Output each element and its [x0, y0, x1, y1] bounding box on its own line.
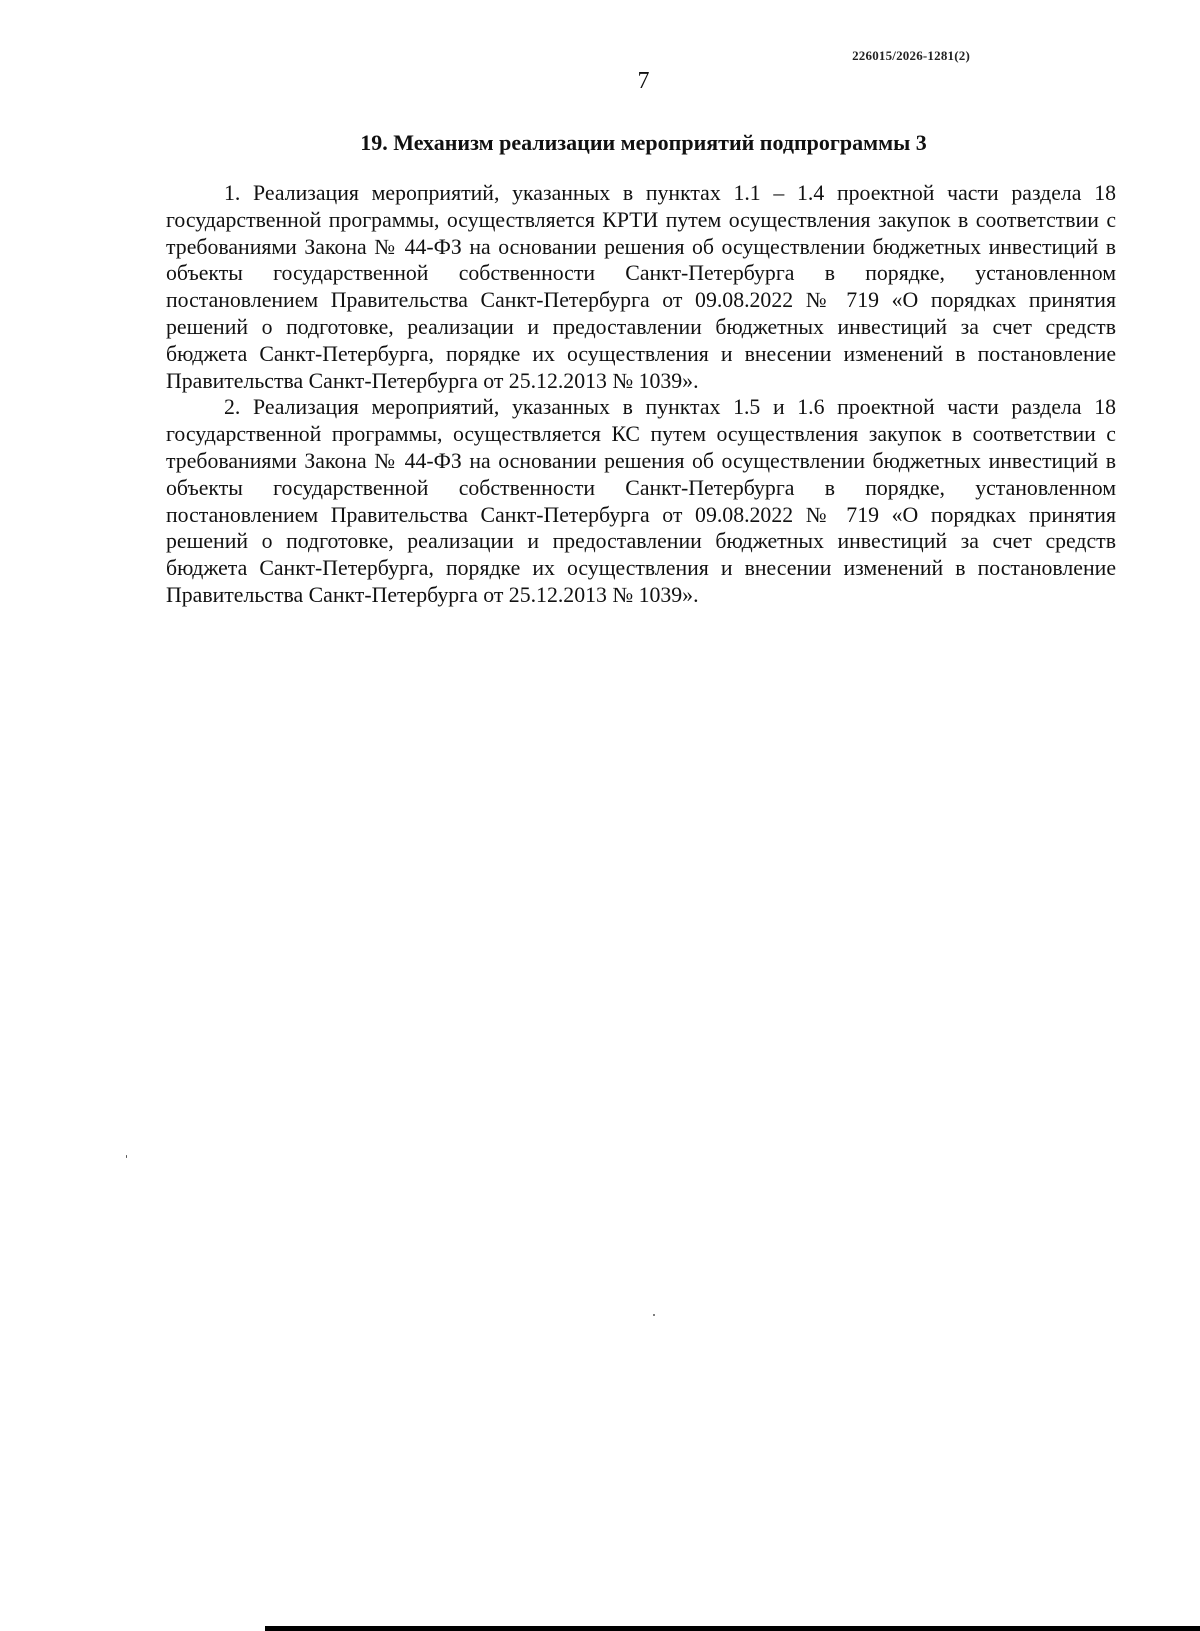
scan-speck [653, 1314, 655, 1316]
page-number: 7 [637, 68, 650, 94]
document-id: 226015/2026-1281(2) [852, 48, 970, 63]
scan-speck [126, 1155, 127, 1158]
section-heading: 19. Механизм реализации мероприятий подпрограммы 3 [360, 130, 927, 155]
paragraph-1: 1. Реализация мероприятий, указанных в пунктах 1.1 – 1.4 проектной части раздела 18 государственной программы, осуществляется КРТИ путем осуществления закупок в соответствии с требованиями Закона № 44-ФЗ на основании решения об осуществлении бюджетных инвестиций в объекты государственной собственности Санкт-Петербурга в порядке, установленном постановлением Правительства Санкт-Петербурга от 09.08.2022 № 719 «О порядках принятия решений о подготовке, реализации и предоставлении бюджетных инвестиций за счет средств бюджета Санкт-Петербурга, порядке их осуществления и внесении изменений в постановление Правительства Санкт-Петербурга от 25.12.2013 № 1039». [166, 181, 1116, 393]
scan-edge-line [265, 1626, 1200, 1631]
document-body [166, 180, 1116, 609]
paragraph-2: 2. Реализация мероприятий, указанных в пунктах 1.5 и 1.6 проектной части раздела 18 государственной программы, осуществляется КС путем осуществления закупок в соответствии с требованиями Закона № 44-ФЗ на основании решения об осуществлении бюджетных инвестиций в объекты государственной собственности Санкт-Петербурга в порядке, установленном постановлением Правительства Санкт-Петербурга от 09.08.2022 № 719 «О порядках принятия решений о подготовке, реализации и предоставлении бюджетных инвестиций за счет средств бюджета Санкт-Петербурга, порядке их осуществления и внесении изменений в постановление Правительства Санкт-Петербурга от 25.12.2013 № 1039». [166, 395, 1116, 607]
